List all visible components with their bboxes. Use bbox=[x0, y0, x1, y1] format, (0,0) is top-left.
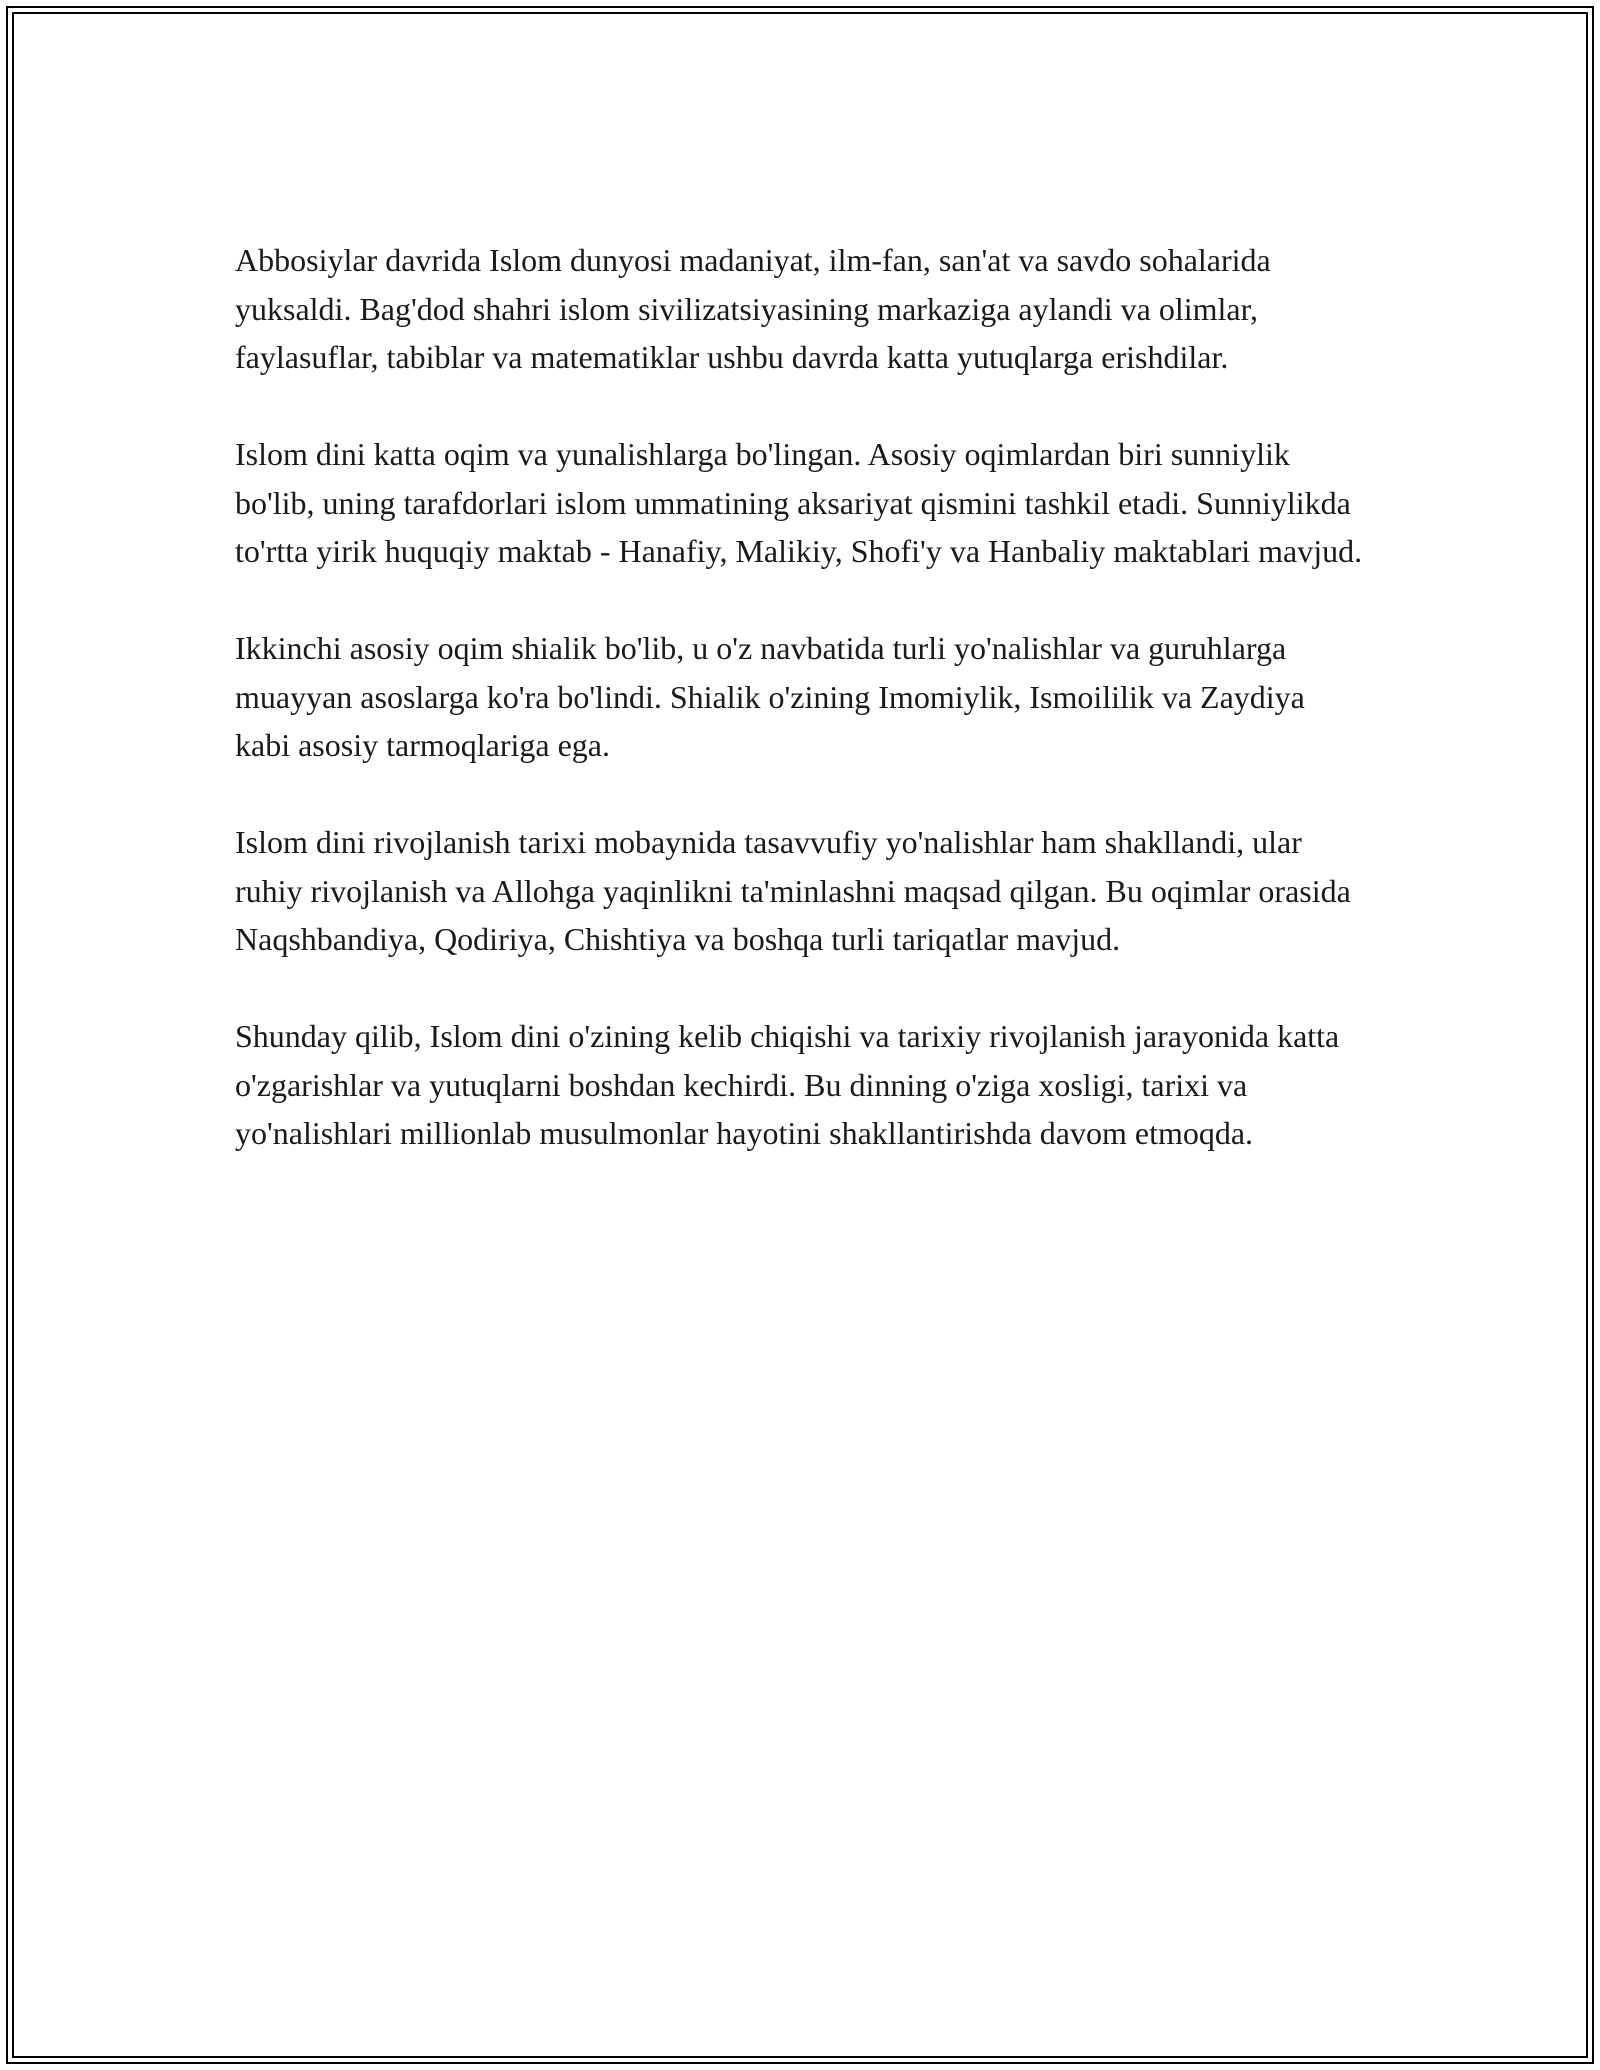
document-body bbox=[235, 236, 1365, 1206]
paragraph-shia-branch: Ikkinchi asosiy oqim shialik bo'lib, u o'z navbatida turli yo'nalishlar va guruhlarga muayyan asoslarga ko'ra bo'lindi. Shialik o'zining Imomiylik, Ismoililik va Zaydiya kabi asosiy tarmoqlariga ega. bbox=[235, 630, 1305, 763]
paragraph-sufi-orders: Islom dini rivojlanish tarixi mobaynida tasavvufiy yo'nalishlar ham shakllandi, ular ruhiy rivojlanish va Allohga yaqinlikni ta'minlashni maqsad qilgan. Bu oqimlar orasida Naqshbandiya, Qodiriya, Chishtiya va boshqa turli tariqatlar mavjud. bbox=[235, 824, 1351, 957]
paragraph-sunni-branch: Islom dini katta oqim va yunalishlarga bo'lingan. Asosiy oqimlardan biri sunniylik bo'lib, uning tarafdorlari islom ummatining aksariyat qismini tashkil etadi. Sunniylikda to'rtta yirik huquqiy maktab - Hanafiy, Malikiy, Shofi'y va Hanbaliy maktablari mavjud. bbox=[235, 436, 1363, 569]
paragraph-conclusion: Shunday qilib, Islom dini o'zining kelib chiqishi va tarixiy rivojlanish jarayonida katta o'zgarishlar va yutuqlarni boshdan kechirdi. Bu dinning o'ziga xosligi, tarixi va yo'nalishlari millionlab musulmonlar hayotini shakllantirishda davom etmoqda. bbox=[235, 1018, 1340, 1151]
paragraph-abbasid-era: Abbosiylar davrida Islom dunyosi madaniyat, ilm-fan, san'at va savdo sohalarida yuksaldi. Bag'dod shahri islom sivilizatsiyasining markaziga aylandi va olimlar, faylasuflar, tabiblar va matematiklar ushbu davrda katta yutuqlarga erishdilar. bbox=[235, 242, 1271, 375]
